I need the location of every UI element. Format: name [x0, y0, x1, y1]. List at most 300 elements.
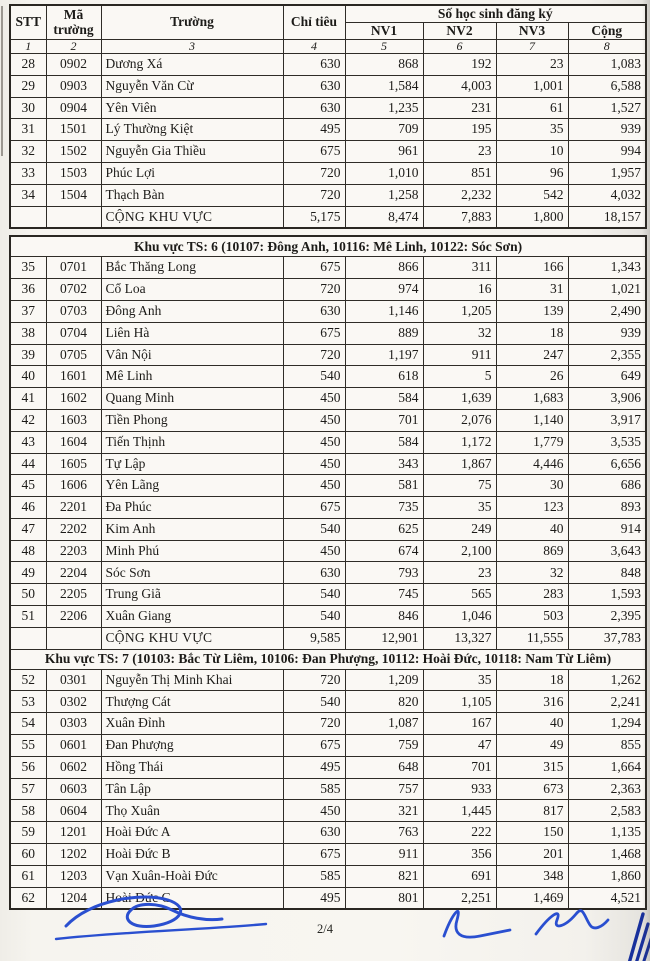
- section-header-row: [10, 236, 646, 257]
- cell-name: Đan Phượng: [101, 735, 283, 757]
- cell-chi-tieu: 675: [283, 257, 345, 279]
- cell-chi-tieu: 720: [283, 669, 345, 691]
- cell-name: Vân Nội: [101, 344, 283, 366]
- cell-nv3: 18: [496, 669, 568, 691]
- cell-nv1: 1,087: [345, 713, 423, 735]
- enrollment-table-top: [9, 4, 647, 229]
- table-row: [10, 669, 646, 691]
- cell-stt: 32: [10, 141, 46, 163]
- col-index: 2: [46, 40, 101, 54]
- table-row: [10, 431, 646, 453]
- cell-nv3: 1,779: [496, 431, 568, 453]
- table-row: [10, 584, 646, 606]
- cell-stt: 37: [10, 300, 46, 322]
- cell-nv2: 2,076: [423, 409, 496, 431]
- cell-code: 1504: [46, 184, 101, 206]
- cell-cong: 1,527: [568, 97, 646, 119]
- cell-name: Liên Hà: [101, 322, 283, 344]
- cell-code: 1203: [46, 865, 101, 887]
- table-row: [10, 300, 646, 322]
- cell-nv2: 2,100: [423, 540, 496, 562]
- cell-nv1: 321: [345, 800, 423, 822]
- cell-code: 0601: [46, 735, 101, 757]
- cell-nv1: 911: [345, 844, 423, 866]
- cell-stt: 54: [10, 713, 46, 735]
- cell-nv3: 26: [496, 366, 568, 388]
- cell-name: Vạn Xuân-Hoài Đức: [101, 865, 283, 887]
- cell-nv3: 283: [496, 584, 568, 606]
- cell-code: 0604: [46, 800, 101, 822]
- cell-chi-tieu: 720: [283, 162, 345, 184]
- cell-code: 2204: [46, 562, 101, 584]
- cell-chi-tieu: 450: [283, 431, 345, 453]
- cell-chi-tieu: 585: [283, 865, 345, 887]
- cell-code: 1601: [46, 366, 101, 388]
- cell-nv1: 820: [345, 691, 423, 713]
- cell-nv2: 13,327: [423, 627, 496, 649]
- col-index: 4: [283, 40, 345, 54]
- table-row: [10, 322, 646, 344]
- page-footer: [0, 880, 650, 961]
- cell-name: Cổ Loa: [101, 279, 283, 301]
- cell-nv3: 35: [496, 119, 568, 141]
- enrollment-table-bottom: [9, 235, 647, 910]
- cell-stt: 30: [10, 97, 46, 119]
- cell-stt: 56: [10, 756, 46, 778]
- cell-stt: 44: [10, 453, 46, 475]
- page-number: 2/4: [317, 922, 333, 936]
- col-header-cong: Cộng: [568, 23, 646, 40]
- cell-chi-tieu: 495: [283, 756, 345, 778]
- cell-stt: 50: [10, 584, 46, 606]
- cell-nv2: 195: [423, 119, 496, 141]
- cell-nv3: 23: [496, 53, 568, 75]
- cell-name: Thọ Xuân: [101, 800, 283, 822]
- cell-nv2: 23: [423, 141, 496, 163]
- cell-nv2: 1,046: [423, 606, 496, 628]
- cell-cong: 37,783: [568, 627, 646, 649]
- col-index: 8: [568, 40, 646, 54]
- cell-code: 1606: [46, 475, 101, 497]
- total-label: CỘNG KHU VỰC: [101, 206, 283, 228]
- table-row: [10, 518, 646, 540]
- cell-name: Xuân Giang: [101, 606, 283, 628]
- cell-stt: 52: [10, 669, 46, 691]
- cell-stt: 38: [10, 322, 46, 344]
- cell-name: Đông Anh: [101, 300, 283, 322]
- col-header-nv2: NV2: [423, 23, 496, 40]
- cell-chi-tieu: 5,175: [283, 206, 345, 228]
- cell-code: 1201: [46, 822, 101, 844]
- cell-nv1: 1,010: [345, 162, 423, 184]
- cell-name: Minh Phú: [101, 540, 283, 562]
- cell-nv2: 249: [423, 518, 496, 540]
- cell-nv1: 1,235: [345, 97, 423, 119]
- cell-chi-tieu: 540: [283, 366, 345, 388]
- cell-cong: 649: [568, 366, 646, 388]
- cell-code: 1605: [46, 453, 101, 475]
- column-index-row: [10, 40, 646, 54]
- cell-nv2: 192: [423, 53, 496, 75]
- cell-stt: 40: [10, 366, 46, 388]
- cell-nv1: 846: [345, 606, 423, 628]
- table-row: [10, 162, 646, 184]
- cell-nv3: 31: [496, 279, 568, 301]
- cell-name: Hoài Đức C: [101, 887, 283, 909]
- cell-name: Thạch Bàn: [101, 184, 283, 206]
- cell-code: 0301: [46, 669, 101, 691]
- cell-code: 1204: [46, 887, 101, 909]
- cell-code: 0603: [46, 778, 101, 800]
- col-header-nv3: NV3: [496, 23, 568, 40]
- table-row: [10, 540, 646, 562]
- cell-stt: 58: [10, 800, 46, 822]
- total-row: [10, 206, 646, 228]
- cell-stt: 42: [10, 409, 46, 431]
- cell-cong: 1,294: [568, 713, 646, 735]
- cell-nv1: 745: [345, 584, 423, 606]
- cell-cong: 2,355: [568, 344, 646, 366]
- table-row: [10, 475, 646, 497]
- cell-chi-tieu: 450: [283, 409, 345, 431]
- cell-code: 0704: [46, 322, 101, 344]
- col-header-nv1: NV1: [345, 23, 423, 40]
- cell-cong: 2,490: [568, 300, 646, 322]
- cell-nv2: 691: [423, 865, 496, 887]
- cell-cong: 994: [568, 141, 646, 163]
- cell-name: Quang Minh: [101, 388, 283, 410]
- table-row: [10, 75, 646, 97]
- cell-nv2: 35: [423, 669, 496, 691]
- cell-code: 1603: [46, 409, 101, 431]
- table-row: [10, 257, 646, 279]
- cell-cong: 3,643: [568, 540, 646, 562]
- cell-nv3: 30: [496, 475, 568, 497]
- cell-nv1: 974: [345, 279, 423, 301]
- col-index: 1: [10, 40, 46, 54]
- cell-nv3: 673: [496, 778, 568, 800]
- cell-nv3: 503: [496, 606, 568, 628]
- cell-nv1: 759: [345, 735, 423, 757]
- cell-chi-tieu: 720: [283, 713, 345, 735]
- cell-nv2: 1,205: [423, 300, 496, 322]
- cell-cong: 1,593: [568, 584, 646, 606]
- cell-cong: 1,135: [568, 822, 646, 844]
- col-index: 5: [345, 40, 423, 54]
- cell-code: 2205: [46, 584, 101, 606]
- cell-code: [46, 627, 101, 649]
- cell-name: Đa Phúc: [101, 497, 283, 519]
- cell-nv2: 701: [423, 756, 496, 778]
- table-row: [10, 388, 646, 410]
- cell-code: 0902: [46, 53, 101, 75]
- total-label: CỘNG KHU VỰC: [101, 627, 283, 649]
- cell-nv2: 35: [423, 497, 496, 519]
- cell-name: Hoài Đức A: [101, 822, 283, 844]
- cell-nv3: 96: [496, 162, 568, 184]
- cell-nv1: 801: [345, 887, 423, 909]
- cell-nv2: 1,445: [423, 800, 496, 822]
- col-index: 7: [496, 40, 568, 54]
- cell-chi-tieu: 540: [283, 691, 345, 713]
- cell-cong: 3,906: [568, 388, 646, 410]
- table-row: [10, 453, 646, 475]
- cell-nv1: 889: [345, 322, 423, 344]
- cell-code: 0702: [46, 279, 101, 301]
- cell-code: 0701: [46, 257, 101, 279]
- col-header-group-so-hoc-sinh: Số học sinh đăng ký: [345, 5, 646, 23]
- cell-nv3: 61: [496, 97, 568, 119]
- cell-cong: 1,343: [568, 257, 646, 279]
- cell-code: 1502: [46, 141, 101, 163]
- cell-stt: 48: [10, 540, 46, 562]
- table-body-section-5: [10, 53, 646, 228]
- cell-nv1: 757: [345, 778, 423, 800]
- cell-nv1: 866: [345, 257, 423, 279]
- cell-nv1: 868: [345, 53, 423, 75]
- cell-cong: 1,262: [568, 669, 646, 691]
- cell-name: Hoài Đức B: [101, 844, 283, 866]
- cell-stt: 47: [10, 518, 46, 540]
- cell-stt: 31: [10, 119, 46, 141]
- cell-chi-tieu: 450: [283, 453, 345, 475]
- cell-name: Yên Lãng: [101, 475, 283, 497]
- cell-cong: 893: [568, 497, 646, 519]
- cell-stt: 53: [10, 691, 46, 713]
- cell-nv3: 123: [496, 497, 568, 519]
- cell-stt: 55: [10, 735, 46, 757]
- cell-cong: 1,860: [568, 865, 646, 887]
- cell-cong: 1,021: [568, 279, 646, 301]
- cell-stt: 57: [10, 778, 46, 800]
- cell-nv3: 1,001: [496, 75, 568, 97]
- cell-name: Nguyễn Văn Cừ: [101, 75, 283, 97]
- cell-nv2: 933: [423, 778, 496, 800]
- table-row: [10, 713, 646, 735]
- cell-nv1: 12,901: [345, 627, 423, 649]
- cell-code: 0602: [46, 756, 101, 778]
- cell-code: 0303: [46, 713, 101, 735]
- table-row: [10, 119, 646, 141]
- cell-name: Nguyễn Thị Minh Khai: [101, 669, 283, 691]
- total-row: [10, 627, 646, 649]
- cell-nv3: 201: [496, 844, 568, 866]
- table-row: [10, 279, 646, 301]
- cell-nv3: 10: [496, 141, 568, 163]
- cell-stt: 35: [10, 257, 46, 279]
- cell-cong: 3,917: [568, 409, 646, 431]
- cell-cong: 939: [568, 119, 646, 141]
- table-row: [10, 691, 646, 713]
- cell-name: Tiền Phong: [101, 409, 283, 431]
- cell-code: 0302: [46, 691, 101, 713]
- cell-name: Trung Giã: [101, 584, 283, 606]
- table-row: [10, 141, 646, 163]
- cell-nv1: 821: [345, 865, 423, 887]
- cell-chi-tieu: 630: [283, 97, 345, 119]
- cell-nv3: 139: [496, 300, 568, 322]
- cell-nv2: 4,003: [423, 75, 496, 97]
- cell-nv3: 1,683: [496, 388, 568, 410]
- cell-nv3: 247: [496, 344, 568, 366]
- table-row: [10, 778, 646, 800]
- cell-nv1: 1,146: [345, 300, 423, 322]
- cell-nv3: 869: [496, 540, 568, 562]
- cell-stt: 34: [10, 184, 46, 206]
- cell-chi-tieu: 675: [283, 844, 345, 866]
- cell-nv2: 32: [423, 322, 496, 344]
- cell-nv1: 763: [345, 822, 423, 844]
- cell-stt: 45: [10, 475, 46, 497]
- cell-name: Sóc Sơn: [101, 562, 283, 584]
- scan-edge-artifact: [1, 6, 3, 156]
- cell-nv2: 7,883: [423, 206, 496, 228]
- cell-nv3: 32: [496, 562, 568, 584]
- cell-code: [46, 206, 101, 228]
- cell-nv3: 4,446: [496, 453, 568, 475]
- cell-chi-tieu: 495: [283, 119, 345, 141]
- cell-cong: 1,468: [568, 844, 646, 866]
- cell-chi-tieu: 675: [283, 497, 345, 519]
- cell-code: 1202: [46, 844, 101, 866]
- cell-name: Dương Xá: [101, 53, 283, 75]
- table-row: [10, 606, 646, 628]
- cell-nv3: 817: [496, 800, 568, 822]
- cell-nv1: 961: [345, 141, 423, 163]
- cell-name: Yên Viên: [101, 97, 283, 119]
- cell-name: Tự Lập: [101, 453, 283, 475]
- cell-nv2: 1,867: [423, 453, 496, 475]
- cell-cong: 939: [568, 322, 646, 344]
- cell-cong: 4,521: [568, 887, 646, 909]
- cell-chi-tieu: 630: [283, 53, 345, 75]
- cell-nv1: 1,197: [345, 344, 423, 366]
- cell-nv1: 701: [345, 409, 423, 431]
- cell-chi-tieu: 585: [283, 778, 345, 800]
- table-body-section-7: [10, 649, 646, 909]
- cell-name: Thượng Cát: [101, 691, 283, 713]
- cell-cong: 1,664: [568, 756, 646, 778]
- cell-cong: 3,535: [568, 431, 646, 453]
- cell-nv1: 735: [345, 497, 423, 519]
- cell-nv1: 648: [345, 756, 423, 778]
- cell-cong: 18,157: [568, 206, 646, 228]
- cell-chi-tieu: 675: [283, 322, 345, 344]
- cell-nv3: 1,140: [496, 409, 568, 431]
- cell-nv2: 2,232: [423, 184, 496, 206]
- cell-code: 2206: [46, 606, 101, 628]
- cell-cong: 686: [568, 475, 646, 497]
- table-row: [10, 366, 646, 388]
- cell-nv3: 18: [496, 322, 568, 344]
- cell-chi-tieu: 720: [283, 184, 345, 206]
- table-row: [10, 497, 646, 519]
- cell-chi-tieu: 630: [283, 822, 345, 844]
- cell-nv3: 49: [496, 735, 568, 757]
- cell-stt: 49: [10, 562, 46, 584]
- cell-nv1: 1,258: [345, 184, 423, 206]
- table-row: [10, 53, 646, 75]
- cell-stt: 28: [10, 53, 46, 75]
- cell-nv2: 851: [423, 162, 496, 184]
- cell-name: Tiến Thịnh: [101, 431, 283, 453]
- cell-nv2: 16: [423, 279, 496, 301]
- cell-nv3: 166: [496, 257, 568, 279]
- cell-cong: 4,032: [568, 184, 646, 206]
- cell-chi-tieu: 450: [283, 540, 345, 562]
- cell-name: Bắc Thăng Long: [101, 257, 283, 279]
- cell-nv2: 75: [423, 475, 496, 497]
- cell-cong: 855: [568, 735, 646, 757]
- cell-stt: [10, 206, 46, 228]
- cell-nv3: 348: [496, 865, 568, 887]
- table-body-section-6: [10, 236, 646, 649]
- cell-nv1: 584: [345, 431, 423, 453]
- cell-nv1: 1,209: [345, 669, 423, 691]
- cell-nv2: 1,172: [423, 431, 496, 453]
- cell-nv2: 1,639: [423, 388, 496, 410]
- cell-stt: 33: [10, 162, 46, 184]
- signature-left: [48, 890, 283, 952]
- cell-nv1: 674: [345, 540, 423, 562]
- cell-code: 2202: [46, 518, 101, 540]
- cell-nv2: 565: [423, 584, 496, 606]
- cell-code: 1602: [46, 388, 101, 410]
- cell-chi-tieu: 720: [283, 279, 345, 301]
- cell-nv2: 311: [423, 257, 496, 279]
- section-title: Khu vực TS: 6 (10107: Đông Anh, 10116: Mê Linh, 10122: Sóc Sơn): [10, 236, 646, 257]
- cell-nv2: 23: [423, 562, 496, 584]
- table-row: [10, 409, 646, 431]
- cell-nv1: 1,584: [345, 75, 423, 97]
- cell-nv3: 40: [496, 518, 568, 540]
- col-index: 3: [101, 40, 283, 54]
- cell-nv2: 222: [423, 822, 496, 844]
- cell-code: 0703: [46, 300, 101, 322]
- cell-chi-tieu: 540: [283, 606, 345, 628]
- cell-stt: 36: [10, 279, 46, 301]
- cell-stt: 46: [10, 497, 46, 519]
- cell-chi-tieu: 495: [283, 887, 345, 909]
- cell-cong: 6,656: [568, 453, 646, 475]
- cell-name: Phúc Lợi: [101, 162, 283, 184]
- table-row: [10, 97, 646, 119]
- cell-cong: 1,957: [568, 162, 646, 184]
- cell-code: 1604: [46, 431, 101, 453]
- table-row: [10, 822, 646, 844]
- cell-cong: 1,083: [568, 53, 646, 75]
- cell-nv2: 167: [423, 713, 496, 735]
- cell-nv1: 625: [345, 518, 423, 540]
- cell-stt: 29: [10, 75, 46, 97]
- cell-name: Lý Thường Kiệt: [101, 119, 283, 141]
- cell-stt: 60: [10, 844, 46, 866]
- cell-name: Xuân Đỉnh: [101, 713, 283, 735]
- cell-nv3: 1,469: [496, 887, 568, 909]
- table-row: [10, 756, 646, 778]
- cell-nv2: 231: [423, 97, 496, 119]
- cell-code: 0904: [46, 97, 101, 119]
- cell-cong: 2,363: [568, 778, 646, 800]
- cell-nv3: 542: [496, 184, 568, 206]
- cell-nv1: 709: [345, 119, 423, 141]
- cell-code: 1501: [46, 119, 101, 141]
- cell-chi-tieu: 675: [283, 735, 345, 757]
- cell-code: 2201: [46, 497, 101, 519]
- cell-chi-tieu: 675: [283, 141, 345, 163]
- table-header: [10, 5, 646, 53]
- section-header-row: [10, 649, 646, 669]
